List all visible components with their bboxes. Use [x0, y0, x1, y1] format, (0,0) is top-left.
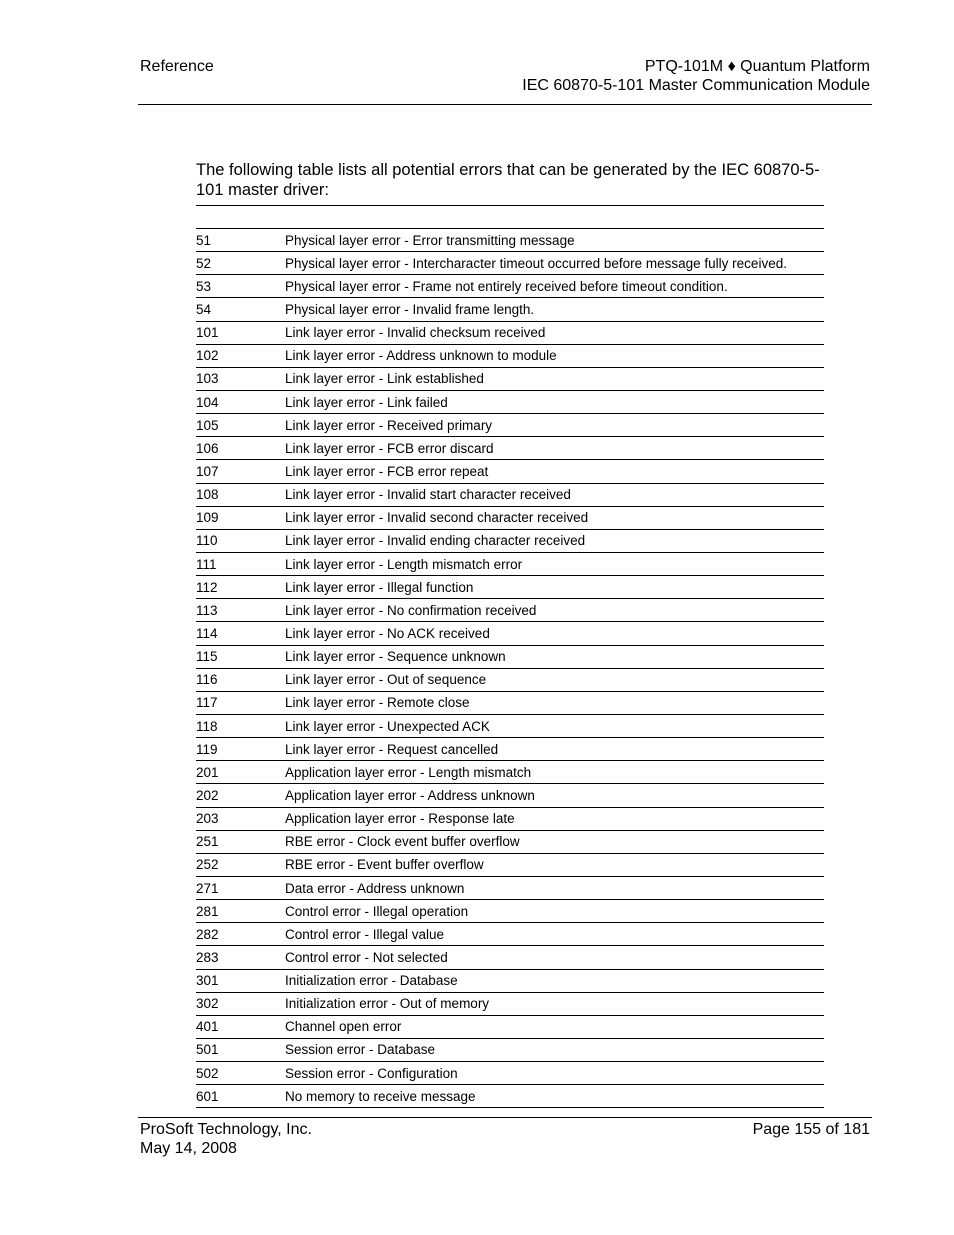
table-row [196, 622, 824, 645]
table-row [196, 923, 824, 946]
error-codes-body [196, 229, 824, 1108]
error-description-cell: Physical layer error - Frame not entirely received before timeout condition. [285, 275, 824, 298]
table-row [196, 807, 824, 830]
header-divider [138, 104, 872, 105]
table-row [196, 738, 824, 761]
error-description-cell: Application layer error - Address unknown [285, 784, 824, 807]
error-code-cell: 301 [196, 969, 285, 992]
table-row [196, 344, 824, 367]
table-row [196, 668, 824, 691]
error-description-cell: Control error - Illegal value [285, 923, 824, 946]
header-module-name: IEC 60870-5-101 Master Communication Module [522, 77, 870, 94]
table-row [196, 900, 824, 923]
error-description-cell: Link layer error - No ACK received [285, 622, 824, 645]
footer-page-number: Page 155 of 181 [752, 1121, 870, 1138]
error-description-cell: Initialization error - Database [285, 969, 824, 992]
error-description-cell: No memory to receive message [285, 1085, 824, 1108]
footer-company: ProSoft Technology, Inc. [140, 1121, 312, 1138]
table-row [196, 1085, 824, 1108]
error-description-cell: Link layer error - Request cancelled [285, 738, 824, 761]
table-row [196, 298, 824, 321]
table-row [196, 784, 824, 807]
table-row [196, 645, 824, 668]
table-row [196, 599, 824, 622]
table-row [196, 853, 824, 876]
error-code-cell: 110 [196, 529, 285, 552]
error-description-cell: Link layer error - Received primary [285, 414, 824, 437]
error-description-cell: Control error - Illegal operation [285, 900, 824, 923]
error-code-cell: 116 [196, 668, 285, 691]
table-row [196, 367, 824, 390]
error-description-cell: Link layer error - Length mismatch error [285, 552, 824, 575]
error-description-cell: Link layer error - Invalid checksum received [285, 321, 824, 344]
error-code-cell: 102 [196, 344, 285, 367]
table-row [196, 390, 824, 413]
error-code-cell: 54 [196, 298, 285, 321]
error-description-cell: Link layer error - No confirmation received [285, 599, 824, 622]
table-row [196, 321, 824, 344]
error-description-cell: Link layer error - FCB error discard [285, 437, 824, 460]
header-section-title: Reference [140, 58, 214, 75]
error-description-cell: Session error - Configuration [285, 1062, 824, 1085]
error-description-cell: RBE error - Event buffer overflow [285, 853, 824, 876]
error-description-cell: Application layer error - Response late [285, 807, 824, 830]
error-description-cell: Link layer error - Illegal function [285, 576, 824, 599]
error-code-cell: 271 [196, 876, 285, 899]
error-description-cell: Physical layer error - Intercharacter timeout occurred before message fully received. [285, 252, 824, 275]
error-code-cell: 106 [196, 437, 285, 460]
table-row [196, 946, 824, 969]
error-code-cell: 203 [196, 807, 285, 830]
error-code-cell: 282 [196, 923, 285, 946]
error-code-cell: 119 [196, 738, 285, 761]
table-row [196, 761, 824, 784]
table-row [196, 992, 824, 1015]
error-code-cell: 108 [196, 483, 285, 506]
error-description-cell: Link layer error - Sequence unknown [285, 645, 824, 668]
error-description-cell: Link layer error - Link failed [285, 390, 824, 413]
header-product-info [522, 57, 870, 95]
header-product-line: PTQ-101M ♦ Quantum Platform [644, 58, 870, 75]
table-row [196, 506, 824, 529]
error-description-cell: Control error - Not selected [285, 946, 824, 969]
error-code-cell: 252 [196, 853, 285, 876]
table-row [196, 275, 824, 298]
error-description-cell: Link layer error - Address unknown to module [285, 344, 824, 367]
table-row [196, 876, 824, 899]
error-code-cell: 117 [196, 691, 285, 714]
table-row [196, 414, 824, 437]
error-description-cell: Link layer error - FCB error repeat [285, 460, 824, 483]
error-code-cell: 502 [196, 1062, 285, 1085]
error-code-cell: 103 [196, 367, 285, 390]
error-description-cell: RBE error - Clock event buffer overflow [285, 830, 824, 853]
table-row [196, 691, 824, 714]
error-code-cell: 115 [196, 645, 285, 668]
error-code-cell: 118 [196, 714, 285, 737]
error-codes-table [196, 228, 824, 1108]
error-description-cell: Link layer error - Invalid start character received [285, 483, 824, 506]
footer-divider [138, 1117, 872, 1118]
error-description-cell: Link layer error - Remote close [285, 691, 824, 714]
table-row [196, 460, 824, 483]
error-code-cell: 112 [196, 576, 285, 599]
table-top-divider [196, 205, 824, 206]
table-row [196, 483, 824, 506]
error-code-cell: 201 [196, 761, 285, 784]
error-code-cell: 105 [196, 414, 285, 437]
error-code-cell: 114 [196, 622, 285, 645]
table-row [196, 1015, 824, 1038]
error-code-cell: 401 [196, 1015, 285, 1038]
table-row [196, 714, 824, 737]
error-description-cell: Physical layer error - Invalid frame length. [285, 298, 824, 321]
error-code-cell: 302 [196, 992, 285, 1015]
intro-paragraph: The following table lists all potential errors that can be generated by the IEC 60870-5-101 master driver: [196, 161, 820, 199]
error-code-cell: 202 [196, 784, 285, 807]
error-description-cell: Link layer error - Out of sequence [285, 668, 824, 691]
error-description-cell: Initialization error - Out of memory [285, 992, 824, 1015]
table-row [196, 830, 824, 853]
table-row [196, 576, 824, 599]
error-code-cell: 52 [196, 252, 285, 275]
error-code-cell: 51 [196, 229, 285, 252]
error-description-cell: Link layer error - Invalid ending character received [285, 529, 824, 552]
table-row [196, 1062, 824, 1085]
error-code-cell: 53 [196, 275, 285, 298]
table-row [196, 229, 824, 252]
error-code-cell: 109 [196, 506, 285, 529]
table-row [196, 969, 824, 992]
error-code-cell: 113 [196, 599, 285, 622]
table-row [196, 529, 824, 552]
footer-left [140, 1120, 312, 1158]
error-description-cell: Physical layer error - Error transmitting message [285, 229, 824, 252]
error-description-cell: Data error - Address unknown [285, 876, 824, 899]
error-code-cell: 281 [196, 900, 285, 923]
error-code-cell: 107 [196, 460, 285, 483]
table-row [196, 252, 824, 275]
footer-date: May 14, 2008 [140, 1140, 237, 1157]
error-code-cell: 111 [196, 552, 285, 575]
error-code-cell: 601 [196, 1085, 285, 1108]
table-row [196, 1038, 824, 1061]
table-row [196, 437, 824, 460]
error-code-cell: 251 [196, 830, 285, 853]
error-description-cell: Link layer error - Link established [285, 367, 824, 390]
error-code-cell: 104 [196, 390, 285, 413]
error-code-cell: 101 [196, 321, 285, 344]
error-code-cell: 501 [196, 1038, 285, 1061]
error-description-cell: Link layer error - Invalid second character received [285, 506, 824, 529]
table-row [196, 552, 824, 575]
error-description-cell: Application layer error - Length mismatch [285, 761, 824, 784]
error-description-cell: Channel open error [285, 1015, 824, 1038]
error-description-cell: Link layer error - Unexpected ACK [285, 714, 824, 737]
error-description-cell: Session error - Database [285, 1038, 824, 1061]
error-code-cell: 283 [196, 946, 285, 969]
